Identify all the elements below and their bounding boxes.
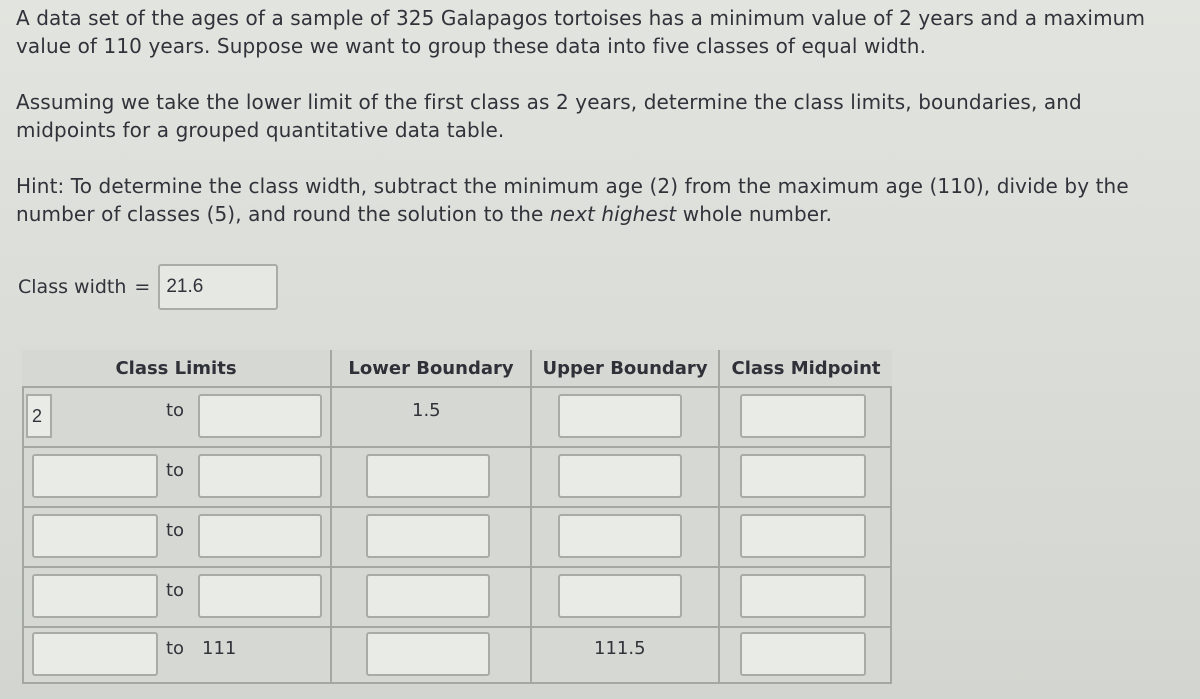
upper-boundary-input[interactable] <box>558 574 682 618</box>
upper-boundary-input[interactable] <box>558 394 682 438</box>
class-width-row <box>18 264 278 310</box>
grouped-data-table <box>22 350 892 684</box>
lower-limit-input[interactable] <box>32 632 158 676</box>
header-class-midpoint: Class Midpoint <box>718 350 892 386</box>
lower-boundary-input[interactable] <box>366 574 490 618</box>
table-row <box>22 568 892 626</box>
class-midpoint-input[interactable] <box>740 632 866 676</box>
class-midpoint-input[interactable] <box>740 454 866 498</box>
header-class-limits: Class Limits <box>115 357 237 379</box>
header-upper-boundary: Upper Boundary <box>530 350 718 386</box>
table-row <box>22 448 892 506</box>
upper-limit-input[interactable] <box>198 394 322 438</box>
table-row <box>22 626 892 684</box>
to-label: to <box>166 580 185 601</box>
lower-boundary-input[interactable] <box>366 514 490 558</box>
to-label: to <box>166 520 185 541</box>
upper-limit-input[interactable] <box>198 574 322 618</box>
class-midpoint-input[interactable] <box>740 394 866 438</box>
hint-prefix: Hint: To determine the class width, subtract the minimum age (2) from the maximum age (110), divide by the number of classes (5), and round the solution to the <box>16 174 1129 226</box>
class-midpoint-input[interactable] <box>740 514 866 558</box>
to-label: to <box>166 460 185 481</box>
upper-boundary-input[interactable] <box>558 514 682 558</box>
equals-sign: = <box>134 276 151 298</box>
upper-limit-input[interactable] <box>198 514 322 558</box>
lower-boundary-input[interactable] <box>366 454 490 498</box>
class-width-label: Class width <box>18 276 127 298</box>
lower-limit-input[interactable] <box>32 454 158 498</box>
table-row <box>22 388 892 446</box>
lower-limit-input[interactable] <box>32 514 158 558</box>
class-width-input[interactable]: 21.6 <box>158 264 278 310</box>
lower-boundary-value: 1.5 <box>412 400 441 421</box>
problem-statement: A data set of the ages of a sample of 325 Galapagos tortoises has a minimum value of 2 years and a maximum value of 110 years. Suppose we want to group these data into five classes of equal width. <box>16 6 1146 58</box>
lower-limit-value: 2 <box>26 394 52 438</box>
upper-boundary-input[interactable] <box>558 454 682 498</box>
upper-boundary-value: 111.5 <box>594 638 646 659</box>
class-midpoint-input[interactable] <box>740 574 866 618</box>
upper-limit-value: 111 <box>202 638 237 659</box>
upper-limit-input[interactable] <box>198 454 322 498</box>
problem-instructions: Assuming we take the lower limit of the first class as 2 years, determine the class limits, boundaries, and midpoints for a grouped quantitative data table. <box>16 90 1082 142</box>
to-label: to <box>166 638 185 659</box>
lower-limit-input[interactable] <box>32 574 158 618</box>
hint-text <box>16 172 1176 228</box>
hint-suffix: whole number. <box>676 202 833 226</box>
header-lower-boundary: Lower Boundary <box>330 350 530 386</box>
hint-emphasis: next highest <box>549 202 677 226</box>
table-row <box>22 508 892 566</box>
lower-boundary-input[interactable] <box>366 632 490 676</box>
to-label: to <box>166 400 185 421</box>
